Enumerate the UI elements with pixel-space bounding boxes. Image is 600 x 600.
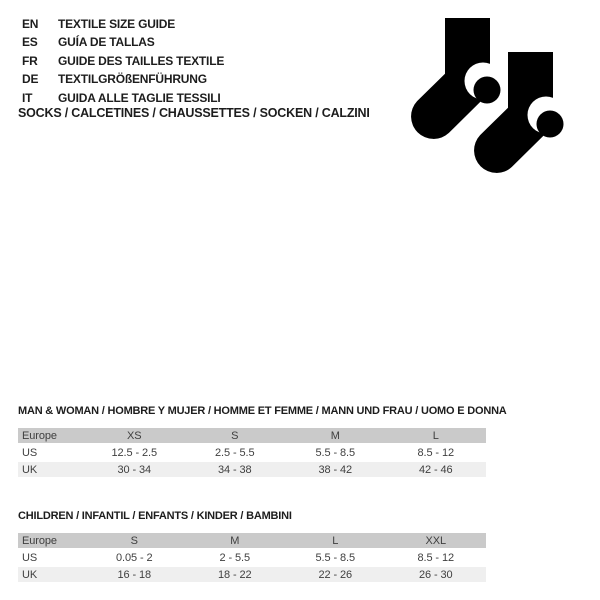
table-row-uk [18, 461, 486, 478]
children-table-title: CHILDREN / INFANTIL / ENFANTS / KINDER / BAMBINI [18, 510, 292, 522]
size-value-cell: 8.5 - 12 [386, 444, 487, 461]
language-label: TEXTILE SIZE GUIDE [58, 17, 176, 31]
size-value-cell: 12.5 - 2.5 [84, 444, 185, 461]
adults-table-title: MAN & WOMAN / HOMBRE Y MUJER / HOMME ET FEMME / MANN UND FRAU / UOMO E DONNA [18, 405, 507, 417]
header-cell-region: Europe [18, 428, 84, 444]
size-value-cell: 0.05 - 2 [84, 549, 185, 566]
language-row-it [22, 89, 224, 107]
language-row-es [22, 33, 224, 51]
header-cell-size: M [185, 533, 286, 549]
language-code: IT [22, 90, 33, 105]
language-row-en [22, 15, 224, 33]
children-header-row [18, 533, 486, 549]
size-value-cell: 16 - 18 [84, 566, 185, 583]
size-value-cell: 30 - 34 [84, 461, 185, 478]
size-value-cell: 42 - 46 [386, 461, 487, 478]
header-cell-size: XS [84, 428, 185, 444]
language-label: GUIDE DES TAILLES TEXTILE [58, 53, 225, 68]
language-code: EN [22, 17, 39, 31]
size-value-cell: 38 - 42 [285, 461, 386, 478]
size-value-cell: 22 - 26 [285, 566, 386, 583]
language-code: FR [22, 53, 38, 68]
size-value-cell: 5.5 - 8.5 [285, 549, 386, 566]
region-cell: US [18, 549, 84, 566]
language-label: TEXTILGRÖßENFÜHRUNG [58, 72, 207, 87]
language-code: ES [22, 35, 38, 50]
header-cell-size: L [285, 533, 386, 549]
header-cell-size: S [84, 533, 185, 549]
region-cell: US [18, 444, 84, 461]
children-size-table [18, 533, 486, 584]
region-cell: UK [18, 566, 84, 583]
table-row-us [18, 444, 486, 461]
size-value-cell: 2 - 5.5 [185, 549, 286, 566]
adults-size-table [18, 428, 486, 479]
product-category-line: SOCKS / CALCETINES / CHAUSSETTES / SOCKEN / CALZINI [18, 106, 370, 120]
header-cell-size: XXL [386, 533, 487, 549]
language-row-de [22, 70, 224, 88]
language-label: GUIDA ALLE TAGLIE TESSILI [58, 90, 221, 105]
socks-icon [400, 5, 580, 185]
language-code: DE [22, 72, 39, 87]
size-value-cell: 34 - 38 [185, 461, 286, 478]
size-value-cell: 26 - 30 [386, 566, 487, 583]
size-value-cell: 2.5 - 5.5 [185, 444, 286, 461]
size-value-cell: 8.5 - 12 [386, 549, 487, 566]
region-cell: UK [18, 461, 84, 478]
header-cell-size: S [185, 428, 286, 444]
header-cell-region: Europe [18, 533, 84, 549]
header-cell-size: M [285, 428, 386, 444]
adults-header-row [18, 428, 486, 444]
language-list [22, 15, 224, 107]
language-label: GUÍA DE TALLAS [58, 35, 155, 50]
size-value-cell: 18 - 22 [185, 566, 286, 583]
language-row-fr [22, 52, 224, 70]
table-row-uk [18, 566, 486, 583]
table-row-us [18, 549, 486, 566]
size-value-cell: 5.5 - 8.5 [285, 444, 386, 461]
header-cell-size: L [386, 428, 487, 444]
